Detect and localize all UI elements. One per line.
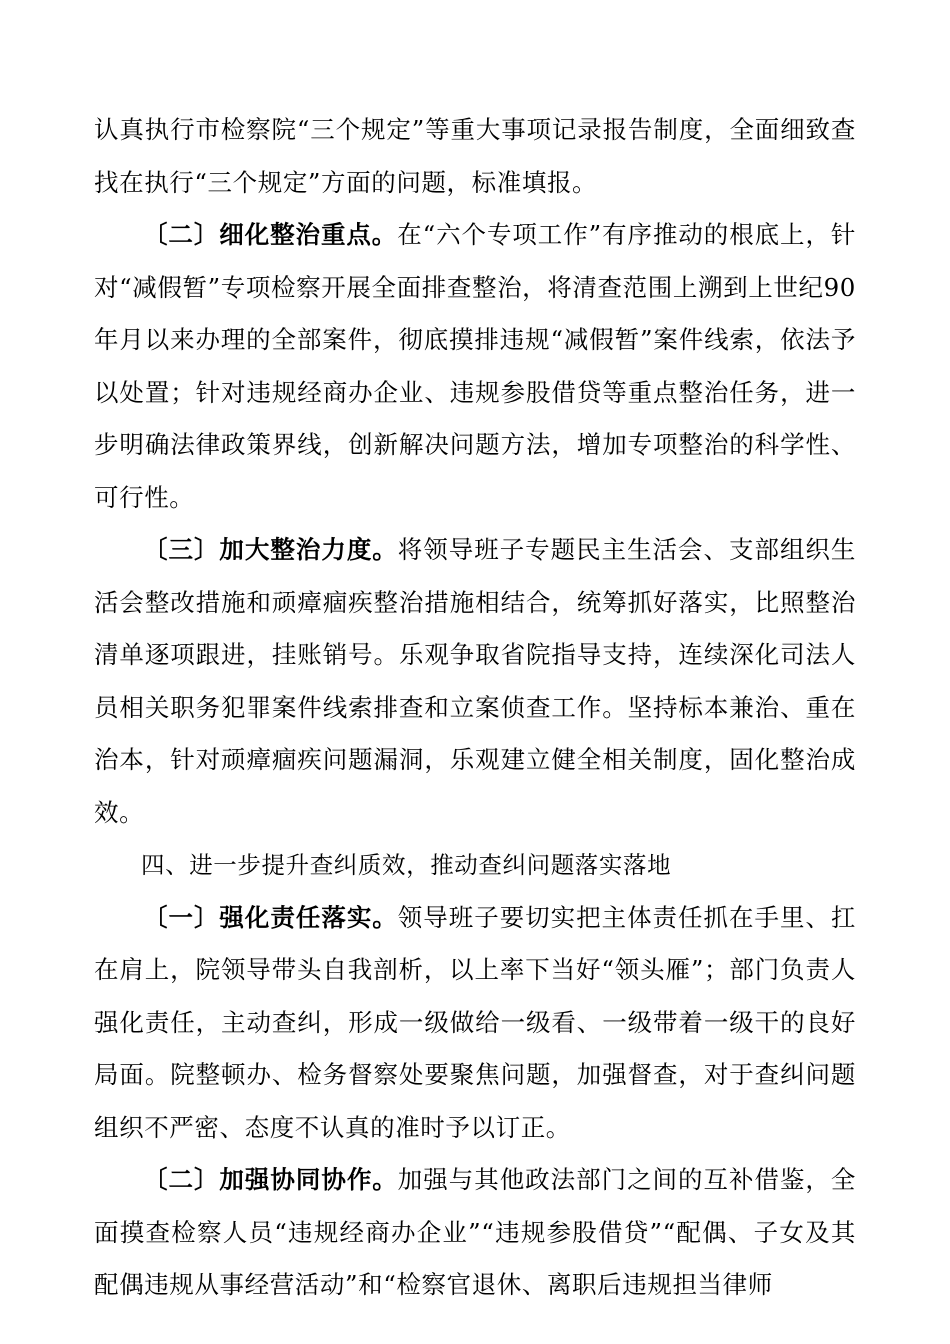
paragraph-intensify-rectification [94,524,856,839]
paragraph-lead-heading: 〔二〕加强协同协作。 [143,1165,398,1194]
paragraph-lead-heading: 〔一〕强化责任落实。 [143,902,398,932]
paragraph-text: 将领导班子专题民主生活会、支部组织生活会整改措施和顽瘴痼疾整治措施相结合，统筹抓好落实，比照整治清单逐项跟进，挂账销号。乐观争取省院指导支持，连续深化司法人员相关职务犯罪案件线索排查和立案侦查工作。坚持标本兼治、重在治本，针对顽瘴痼疾问题漏洞，乐观建立健全相关制度，固化整治成效。 [94,535,856,827]
paragraph-text: 领导班子要切实把主体责任抓在手里、扛在肩上，院领导带头自我剖析，以上率下当好“领头雁”；部门负责人强化责任，主动查纠，形成一级做给一级看、一级带着一级干的良好局面。院整顿办、检务督察处要聚焦问题，加强督查，对于查纠问题组织不严密、态度不认真的准时予以订正。 [94,902,856,1142]
paragraph-text: 加强与其他政法部门之间的互补借鉴，全面摸查检察人员“违规经商办企业”“违规参股借贷”“配偶、子女及其配偶违规从事经营活动”和“检察官退休、离职后违规担当律师 [94,1165,856,1299]
section-heading: 四、进一步提升查纠质效，推动查纠问题落实落地 [141,851,672,879]
paragraph-text: 认真执行市检察院“三个规定”等重大事项记录报告制度，全面细致查找在执行“三个规定”方面的问题，标准填报。 [94,115,856,197]
paragraph-continuation [94,104,856,209]
document-body [94,104,856,1312]
paragraph-text: 在“六个专项工作”有序推动的根底上，针对“减假暂”专项检察开展全面排查整治，将清查范围上溯到上世纪90年月以来办理的全部案件，彻底摸排违规“减假暂”案件线索，依法予以处置；针对违规经商办企业、违规参股借贷等重点整治任务，进一步明确法律政策界线，创新解决问题方法，增加专项整治的科学性、可行性。 [94,220,856,512]
paragraph-lead-heading: 〔三〕加大整治力度。 [143,535,398,564]
paragraph-lead-heading: 〔二〕细化整治重点。 [143,220,398,249]
paragraph-strengthen-coordination [94,1154,856,1312]
paragraph-strengthen-responsibility [94,892,856,1155]
paragraph-refine-focus [94,209,856,524]
